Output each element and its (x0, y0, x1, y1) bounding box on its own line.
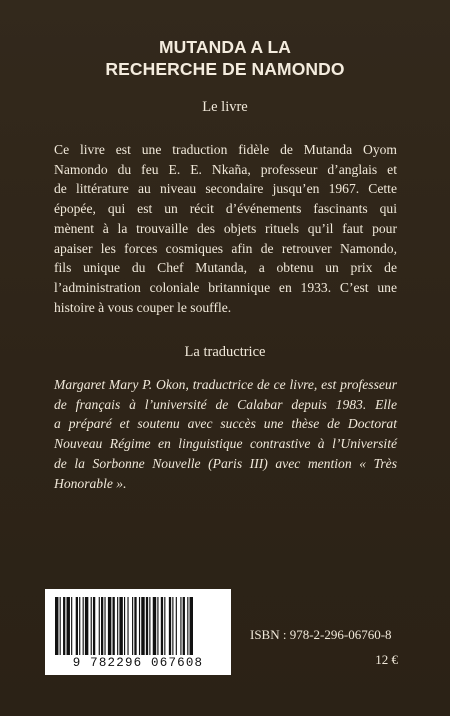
book-description-line: fils unique du Chef Mutanda, a obtenu un prix de (54, 260, 397, 276)
isbn-number: ISBN : 978-2-296-06760-8 (250, 627, 392, 642)
barcode-bar (141, 597, 144, 655)
barcode-bar (164, 597, 165, 655)
barcode-bar (117, 597, 118, 655)
barcode-bars (45, 589, 231, 659)
translator-bio-line: de la Sorbonne Nouvelle (Paris III) avec mention « Très (54, 455, 397, 471)
barcode-bar (183, 597, 185, 655)
barcode-bar (93, 597, 95, 655)
barcode-digits: 9 782296 067608 (72, 656, 204, 670)
barcode-bar (55, 597, 58, 655)
book-description-line: épopée, qui est un récit d’événements fascinants qui (54, 201, 397, 217)
price: 12 € (375, 652, 398, 667)
barcode-bar (104, 597, 105, 655)
barcode-bar (67, 597, 70, 655)
translator-bio-line: de français à l’université de Calabar depuis 1983. Elle (54, 396, 397, 412)
barcode-bar (172, 597, 173, 655)
title-line-1: MUTANDA A LA (158, 37, 292, 57)
translator-bio-line: Margaret Mary P. Okon, traductrice de ce livre, est professeur (54, 377, 397, 392)
barcode-bar (79, 597, 80, 655)
barcode-bar (187, 597, 188, 655)
barcode-bar (127, 597, 128, 655)
barcode-bar (124, 597, 125, 655)
book-description-line: apaiser les forces cosmiques afin de retrouver Namondo, (54, 240, 397, 256)
barcode-bar (60, 597, 61, 655)
book-description (54, 140, 397, 317)
barcode-bar (83, 597, 84, 655)
book-title (0, 36, 450, 80)
book-section-heading: Le livre (202, 99, 248, 115)
barcode-bar (119, 597, 122, 655)
barcode-bar (101, 597, 103, 655)
barcode-bar (149, 597, 150, 655)
barcode-bar (161, 597, 163, 655)
translator-bio-line: Honorable ». (54, 475, 127, 491)
barcode (45, 589, 231, 675)
translator-bio-line: Nouveau Régime en linguistique contrastive à l’Université (54, 436, 397, 452)
book-description-line: l’administration coloniale britannique en 1933. C’est une (54, 279, 397, 295)
barcode-bar (169, 597, 171, 655)
barcode-bar (99, 597, 100, 655)
book-description-line: Ce livre est une traduction fidèle de Mutanda Oyom (54, 142, 397, 157)
translator-section-heading: La traductrice (184, 344, 266, 360)
book-description-line: Namondo du feu E. E. Nkaña, professeur d’anglais et (54, 161, 397, 177)
barcode-bar (108, 597, 111, 655)
title-line-2: RECHERCHE DE NAMONDO (105, 59, 345, 79)
translator-bio-line: a préparé et soutenu avec succès une thèse de Doctorat (54, 416, 397, 432)
barcode-bar (113, 597, 115, 655)
book-description-line: de littérature au niveau secondaire jusqu’en 1967. Cette (54, 181, 397, 197)
book-description-line: mènent à la trouvaille des objets rituels qu’il faut pour (54, 220, 397, 236)
barcode-bar (139, 597, 140, 655)
barcode-bar (180, 597, 181, 655)
barcode-bar (146, 597, 148, 655)
barcode-bar (176, 597, 177, 655)
book-description-line: histoire à vous couper le souffle. (54, 299, 232, 315)
barcode-bar (63, 597, 65, 655)
barcode-bar (132, 597, 133, 655)
barcode-bar (76, 597, 78, 655)
barcode-bar (85, 597, 88, 655)
barcode-bar (157, 597, 158, 655)
barcode-bar (91, 597, 92, 655)
barcode-bar (134, 597, 136, 655)
barcode-bar (71, 597, 72, 655)
translator-bio (54, 375, 397, 493)
barcode-bar (190, 597, 193, 655)
barcode-bar (153, 597, 156, 655)
